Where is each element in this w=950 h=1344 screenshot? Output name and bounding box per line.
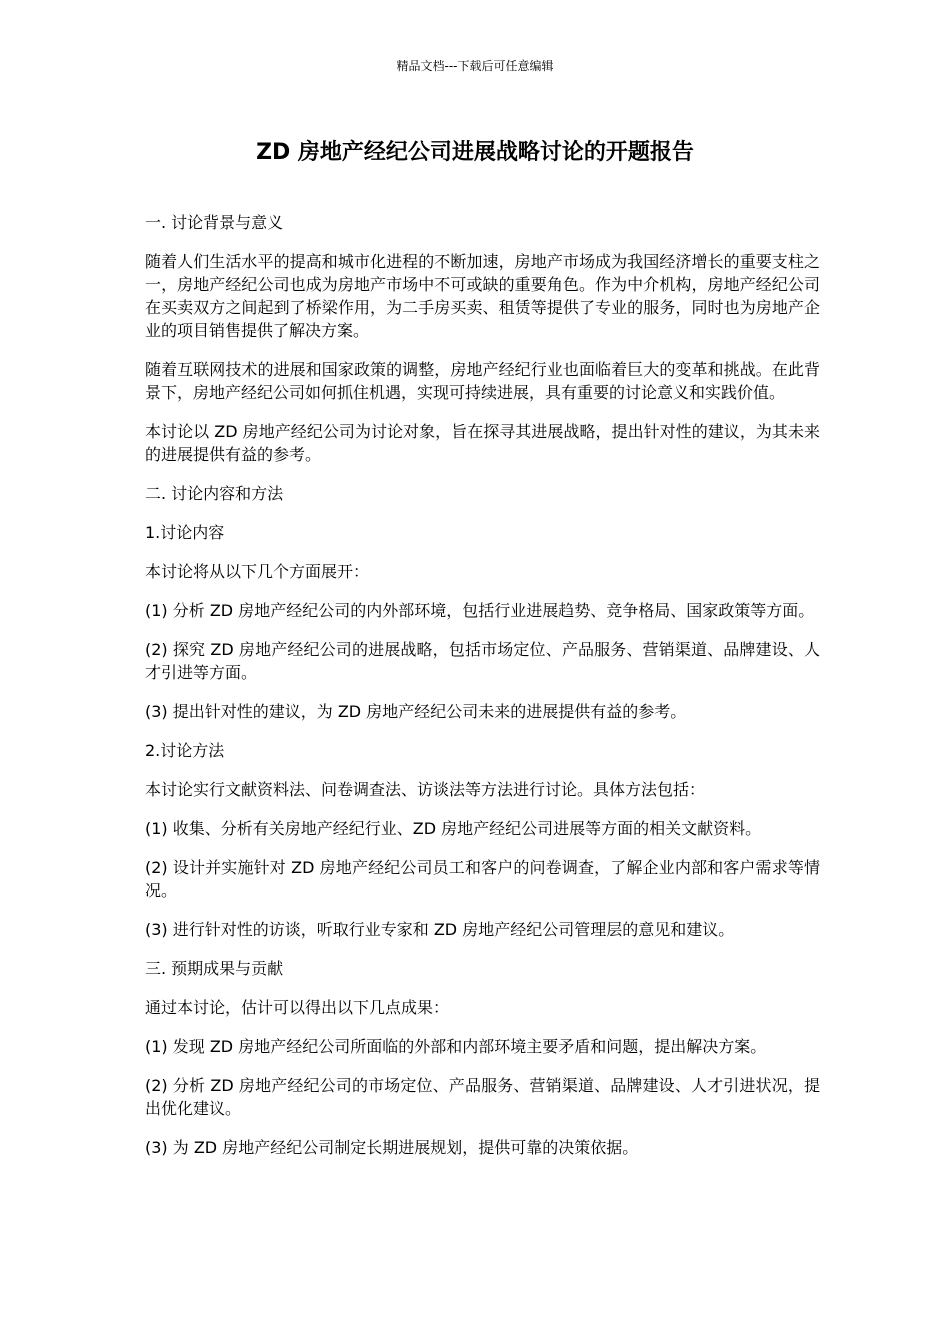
list-item: (3) 为 ZD 房地产经纪公司制定长期进展规划，提供可靠的决策依据。: [145, 1138, 639, 1157]
document-body: [145, 211, 820, 1175]
section-heading-outcomes: 三. 预期成果与贡献: [145, 959, 284, 978]
list-item: (1) 分析 ZD 房地产经纪公司的内外部环境，包括行业进展趋势、竞争格局、国家政策等方面。: [145, 601, 815, 620]
body-paragraph: 随着人们生活水平的提高和城市化进程的不断加速，房地产市场成为我国经济增长的重要支柱之一，房地产经纪公司也成为房地产市场中不可或缺的重要角色。作为中介机构，房地产经纪公司在买卖双方之间起到了桥梁作用，为二手房买卖、租赁等提供了专业的服务，同时也为房地产企业的项目销售提供了解决方案。: [145, 252, 820, 340]
list-item: (3) 进行针对性的访谈，听取行业专家和 ZD 房地产经纪公司管理层的意见和建议。: [145, 920, 735, 939]
section-heading-background: 一. 讨论背景与意义: [145, 213, 284, 232]
list-item: (2) 设计并实施针对 ZD 房地产经纪公司员工和客户的问卷调查，了解企业内部和客户需求等情况。: [145, 858, 820, 900]
header-note: 精品文档---下载后可任意编辑: [396, 59, 554, 73]
body-paragraph: 本讨论实行文献资料法、问卷调查法、访谈法等方法进行讨论。具体方法包括：: [145, 780, 706, 799]
section-heading-content-method: 二. 讨论内容和方法: [145, 484, 284, 503]
list-item: (1) 发现 ZD 房地产经纪公司所面临的外部和内部环境主要矛盾和问题，提出解决方案。: [145, 1037, 767, 1056]
document-title: ZD 房地产经纪公司进展战略讨论的开题报告: [256, 140, 694, 165]
body-paragraph: 本讨论以 ZD 房地产经纪公司为讨论对象，旨在探寻其进展战略，提出针对性的建议，为其未来的进展提供有益的参考。: [145, 422, 820, 464]
body-paragraph: 通过本讨论，估计可以得出以下几点成果：: [145, 998, 450, 1017]
list-item: (1) 收集、分析有关房地产经纪行业、ZD 房地产经纪公司进展等方面的相关文献资料。: [145, 819, 762, 838]
body-paragraph: 随着互联网技术的进展和国家政策的调整，房地产经纪行业也面临着巨大的变革和挑战。在此背景下，房地产经纪公司如何抓住机遇，实现可持续进展，具有重要的讨论意义和实践价值。: [145, 360, 820, 402]
subsection-heading-content: 1.讨论内容: [145, 523, 225, 542]
body-paragraph: 本讨论将从以下几个方面展开：: [145, 562, 370, 581]
subsection-heading-method: 2.讨论方法: [145, 741, 225, 760]
list-item: (2) 分析 ZD 房地产经纪公司的市场定位、产品服务、营销渠道、品牌建设、人才引进状况，提出优化建议。: [145, 1076, 820, 1118]
list-item: (3) 提出针对性的建议，为 ZD 房地产经纪公司未来的进展提供有益的参考。: [145, 702, 687, 721]
list-item: (2) 探究 ZD 房地产经纪公司的进展战略，包括市场定位、产品服务、营销渠道、品牌建设、人才引进等方面。: [145, 640, 820, 682]
